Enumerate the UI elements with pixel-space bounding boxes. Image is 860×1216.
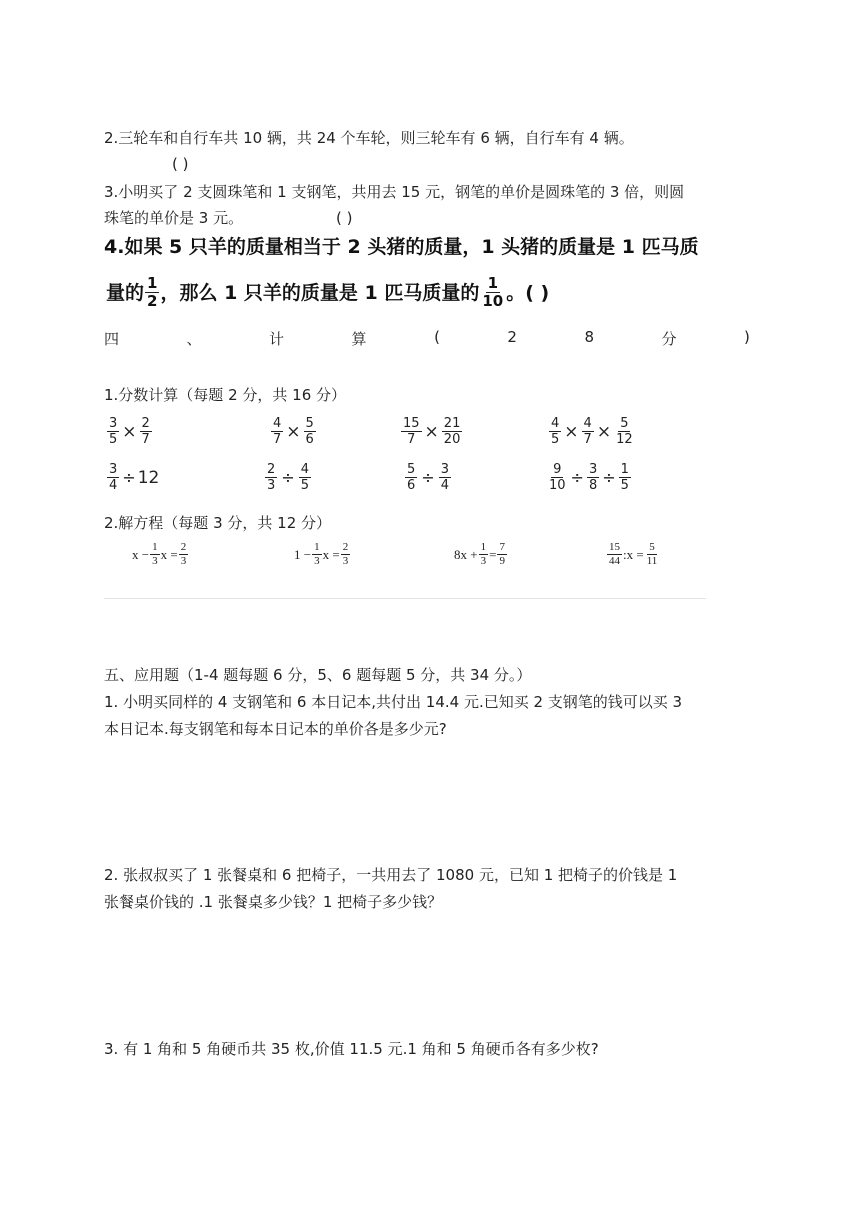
fraction: $\frac{9}{10}$ [549,462,566,493]
app-q1-line1: 1. 小明买同样的 4 支钢笔和 6 本日记本,共付出 14.4 元.已知买 2 支钢笔的钱可以买 3 [104,693,683,711]
calc-problem-1 [106,416,153,447]
heading-char: ( [434,328,440,346]
fraction-calc-title: 1.分数计算（每题 2 分，共 16 分） [104,386,347,404]
judge-q4-line1: 4.如果 5 只羊的质量相当于 2 头猪的质量，1 头猪的质量是 1 匹马质 [104,236,699,258]
judge-q4-text-a: 量的 [106,281,145,304]
fraction: $\frac{3}{4}$ [440,462,449,493]
judge-q3-line2: 珠笔的单价是 3 元。 [104,209,244,227]
judge-q4-text-b: ，那么 1 只羊的质量是 1 匹马质量的 [160,281,480,304]
divide-sign: ÷ [602,468,616,487]
multiply-sign: × [424,421,439,442]
divide-sign: ÷ [122,468,136,487]
fraction: $\frac{3}{8}$ [588,462,598,493]
judge-q2-line1: 2.三轮车和自行车共 10 辆，共 24 个车轮，则三轮车有 6 辆，自行车有 4 辆。 [104,129,634,147]
fraction: $\frac{15}{7}$ [403,416,420,447]
fraction: $\frac{4}{7}$ [583,416,592,447]
judge-q4-line2 [106,275,549,310]
divide-sign: ÷ [570,468,584,487]
section5-title: 五、应用题（1-4 题每题 6 分，5、6 题每题 5 分，共 34 分。） [104,666,532,684]
fraction: $\frac{3}{5}$ [109,416,118,447]
heading-char: 、 [186,330,202,348]
equation-4: $\frac{15}{44}$ :x = $\frac{5}{11}$ [609,541,658,567]
equation-1: x − $\frac{1}{3}$ x = $\frac{2}{3}$ [132,541,187,567]
equation-3: 8x + $\frac{1}{3}$ = $\frac{7}{9}$ [454,541,505,567]
fraction: $\frac{4}{7}$ [273,416,282,447]
app-q1-line2: 本日记本.每支钢笔和每本日记本的单价各是多少元? [104,720,447,738]
app-q2-line1: 2. 张叔叔买了 1 张餐桌和 6 把椅子，一共用去了 1080 元，已知 1 把椅子的价钱是 1 [104,866,678,884]
heading-char: 算 [351,330,367,348]
fraction: $\frac{3}{4}$ [109,462,118,493]
multiply-sign: × [596,421,612,442]
multiply-sign: × [122,421,137,442]
calc-problem-4 [548,416,636,447]
fraction: $\frac{1}{3}$ [314,541,320,567]
divide-sign: ÷ [281,468,295,487]
judge-q3-line1: 3.小明买了 2 支圆珠笔和 1 支钢笔，共用去 15 元，钢笔的单价是圆珠笔的 3 倍，则圆 [104,183,685,201]
judge-q2-answer-paren[interactable]: ( ) [172,155,189,173]
app-q2-line2: 张餐桌价钱的 .1 张餐桌多少钱？1 把椅子多少钱？ [104,893,443,911]
fraction: $\frac{7}{9}$ [499,541,505,567]
fraction: $\frac{2}{7}$ [141,416,150,447]
fraction: $\frac{5}{12}$ [616,416,633,447]
fraction: $\frac{2}{3}$ [342,541,349,567]
fraction: $\frac{2}{3}$ [180,541,187,567]
multiply-sign: × [564,421,579,442]
fraction: $\frac{1}{3}$ [480,541,487,567]
calc-problem-5 [106,462,159,493]
section4-heading [104,328,750,349]
calc-problem-7 [404,462,452,493]
fraction: $\frac{2}{3}$ [267,462,276,493]
heading-char: ) [744,328,750,346]
fraction: $\frac{1}{3}$ [152,541,158,567]
calc-problem-8 [546,462,632,493]
fraction: $\frac{1}{2}$ [147,274,158,310]
equation-title: 2.解方程（每题 3 分，共 12 分） [104,514,332,532]
calc-problem-3 [400,416,463,447]
calc-problem-6 [264,462,312,493]
fraction: $\frac{4}{5}$ [551,416,560,447]
whole-number: 12 [137,467,160,488]
heading-char: 8 [584,328,595,346]
fraction: $\frac{5}{6}$ [407,462,416,493]
fraction: $\frac{15}{44}$ [609,541,620,567]
fraction: $\frac{21}{20}$ [443,416,461,447]
judge-q4-text-c[interactable]: 。( ) [506,281,550,304]
divider-line [104,598,706,599]
heading-char: 计 [269,330,285,348]
heading-char: 2 [507,328,517,346]
fraction: $\frac{5}{6}$ [305,416,314,447]
equation-2: 1 − $\frac{1}{3}$ x = $\frac{2}{3}$ [294,541,349,567]
heading-char: 四 [104,330,120,348]
judge-q3-answer-paren[interactable]: ( ) [336,209,353,227]
fraction: $\frac{4}{5}$ [300,462,309,493]
heading-char: 分 [661,330,677,348]
fraction: $\frac{1}{5}$ [620,462,629,493]
calc-problem-2 [270,416,317,447]
fraction: $\frac{5}{11}$ [646,541,658,567]
app-q3-line1: 3. 有 1 角和 5 角硬币共 35 枚,价值 11.5 元.1 角和 5 角硬币各有多少枚? [104,1040,599,1058]
multiply-sign: × [286,421,301,442]
divide-sign: ÷ [421,468,435,487]
fraction: $\frac{1}{10}$ [482,274,504,310]
